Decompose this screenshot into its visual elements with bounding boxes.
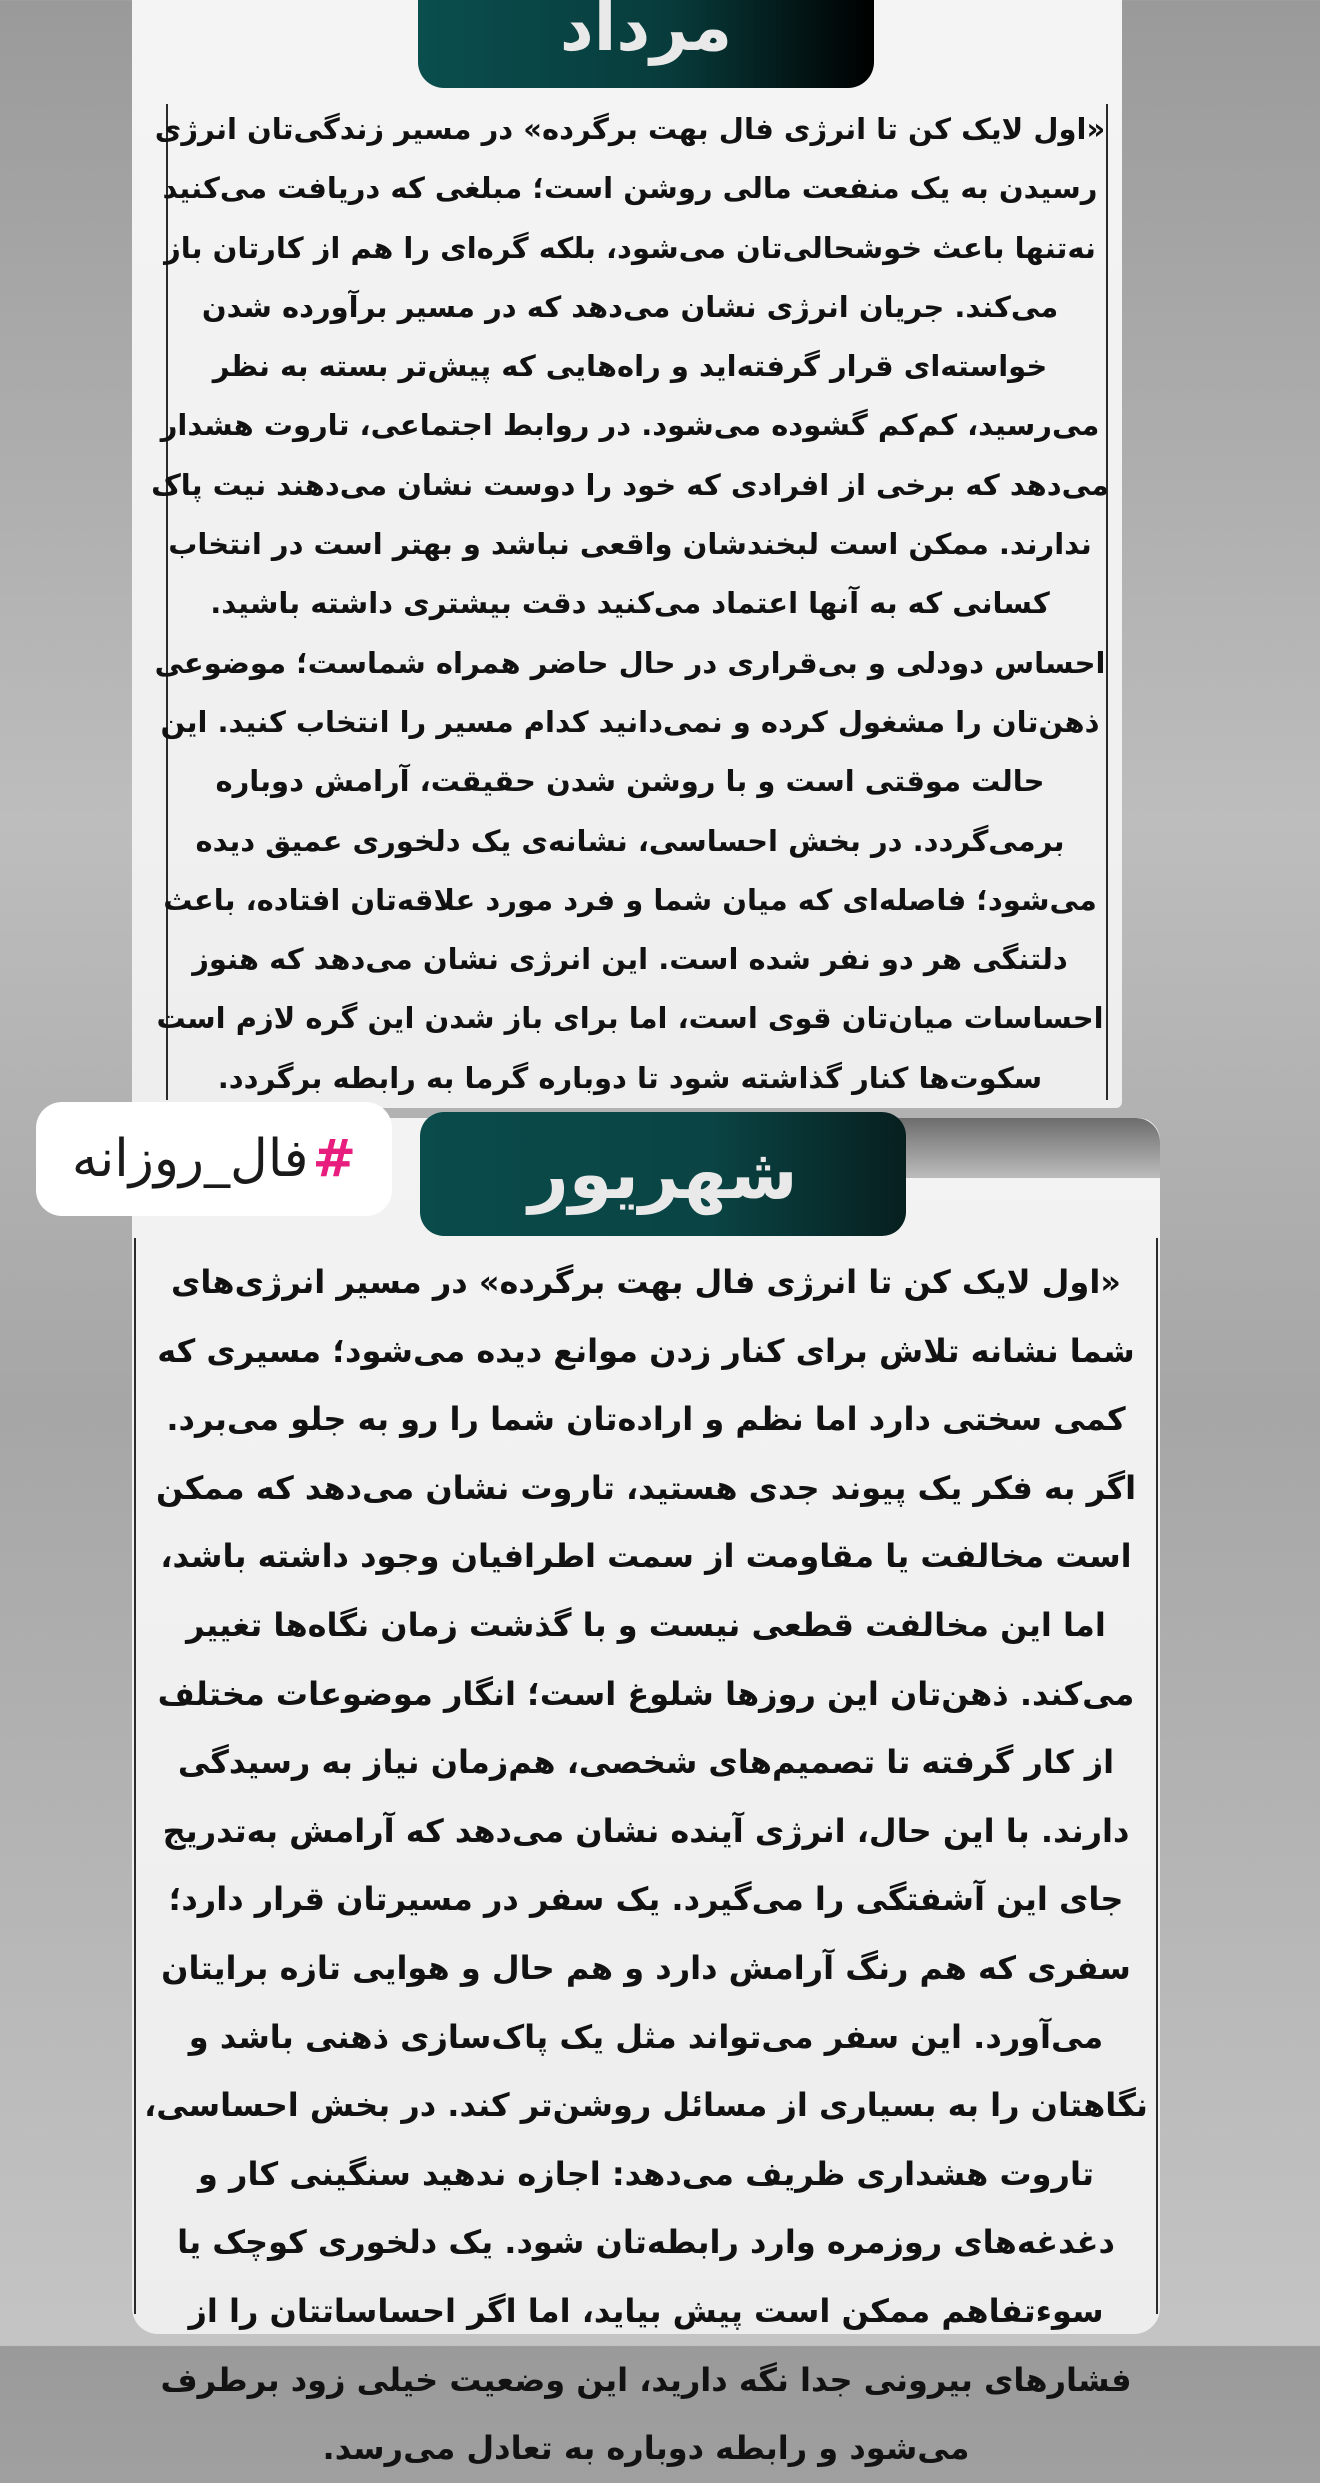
hashtag-label: فال_روزانه [71, 1129, 309, 1189]
month-title-shahrivar: شهریور [420, 1112, 906, 1236]
card-border-left [134, 1238, 136, 2314]
hashtag-symbol: # [312, 1129, 357, 1189]
month-title-mordad: مرداد [418, 0, 874, 88]
card-border-right [1156, 1238, 1158, 2314]
hashtag-sticker[interactable] [36, 1102, 392, 1216]
horoscope-text-mordad: «اول لایک کن تا انرژی فال بهت برگرده» در مسیر زندگی‌تان انرژی رسیدن به یک منفعت مالی روشن است؛ مبلغی که دریافت می‌کنید نه‌تنها باعث خوشحالی‌تان می‌شود، بلکه گره‌ای را هم از کارتان باز می‌کند. جریان انرژی نشان می‌دهد که در مسیر برآورده شدن خواسته‌ای قرار گرفته‌اید و راه‌هایی که پیش‌تر بسته به نظر می‌رسید، کم‌کم گشوده می‌شود. در روابط اجتماعی، تاروت هشدار می‌دهد که برخی از افرادی که خود را دوست نشان می‌دهند نیت پاک ندارند. ممکن است لبخندشان واقعی نباشد و بهتر است در انتخاب کسانی که به آنها اعتماد می‌کنید دقت بیشتری داشته باشید. احساس دودلی و بی‌قراری در حال حاضر همراه شماست؛ موضوعی ذهن‌تان را مشغول کرده و نمی‌دانید کدام مسیر را انتخاب کنید. این حالت موقتی است و با روشن شدن حقیقت، آرامش دوباره برمی‌گردد. در بخش احساسی، نشانه‌ی یک دلخوری عمیق دیده می‌شود؛ فاصله‌ای که میان شما و فرد مورد علاقه‌تان افتاده، باعث دلتنگی هر دو نفر شده است. این انرژی نشان می‌دهد که هنوز احساسات میان‌تان قوی است، اما برای باز شدن این گره لازم است سکوت‌ها کنار گذاشته شود تا دوباره گرما به رابطه برگردد. [151, 112, 1109, 1095]
card-header-shade [880, 1118, 1160, 1178]
horoscope-text-shahrivar: «اول لایک کن تا انرژی فال بهت برگرده» در مسیر انرژی‌های شما نشانه تلاش برای کنار زدن موانع دیده می‌شود؛ مسیری که کمی سختی دارد اما نظم و اراده‌تان شما را رو به جلو می‌برد. اگر به فکر یک پیوند جدی هستید، تاروت نشان می‌دهد که ممکن است مخالفت یا مقاومت از سمت اطرافیان وجود داشته باشد، اما این مخالفت قطعی نیست و با گذشت زمان نگاه‌ها تغییر می‌کند. ذهن‌تان این روزها شلوغ است؛ انگار موضوعات مختلف از کار گرفته تا تصمیم‌های شخصی، هم‌زمان نیاز به رسیدگی دارند. با این حال، انرژی آینده نشان می‌دهد که آرامش به‌تدریج جای این آشفتگی را می‌گیرد. یک سفر در مسیرتان قرار دارد؛ سفری که هم رنگ آرامش دارد و هم حال و هوایی تازه برایتان می‌آورد. این سفر می‌تواند مثل یک پاک‌سازی ذهنی باشد و نگاهتان را به بسیاری از مسائل روشن‌تر کند. در بخش احساسی، تاروت هشداری ظریف می‌دهد: اجازه ندهید سنگینی کار و دغدغه‌های روزمره وارد رابطه‌تان شود. یک دلخوری کوچک یا سوءتفاهم ممکن است پیش بیاید، اما اگر احساساتتان را از فشارهای بیرونی جدا نگه دارید، این وضعیت خیلی زود برطرف می‌شود و رابطه دوباره به تعادل می‌رسد. [144, 1263, 1148, 2468]
